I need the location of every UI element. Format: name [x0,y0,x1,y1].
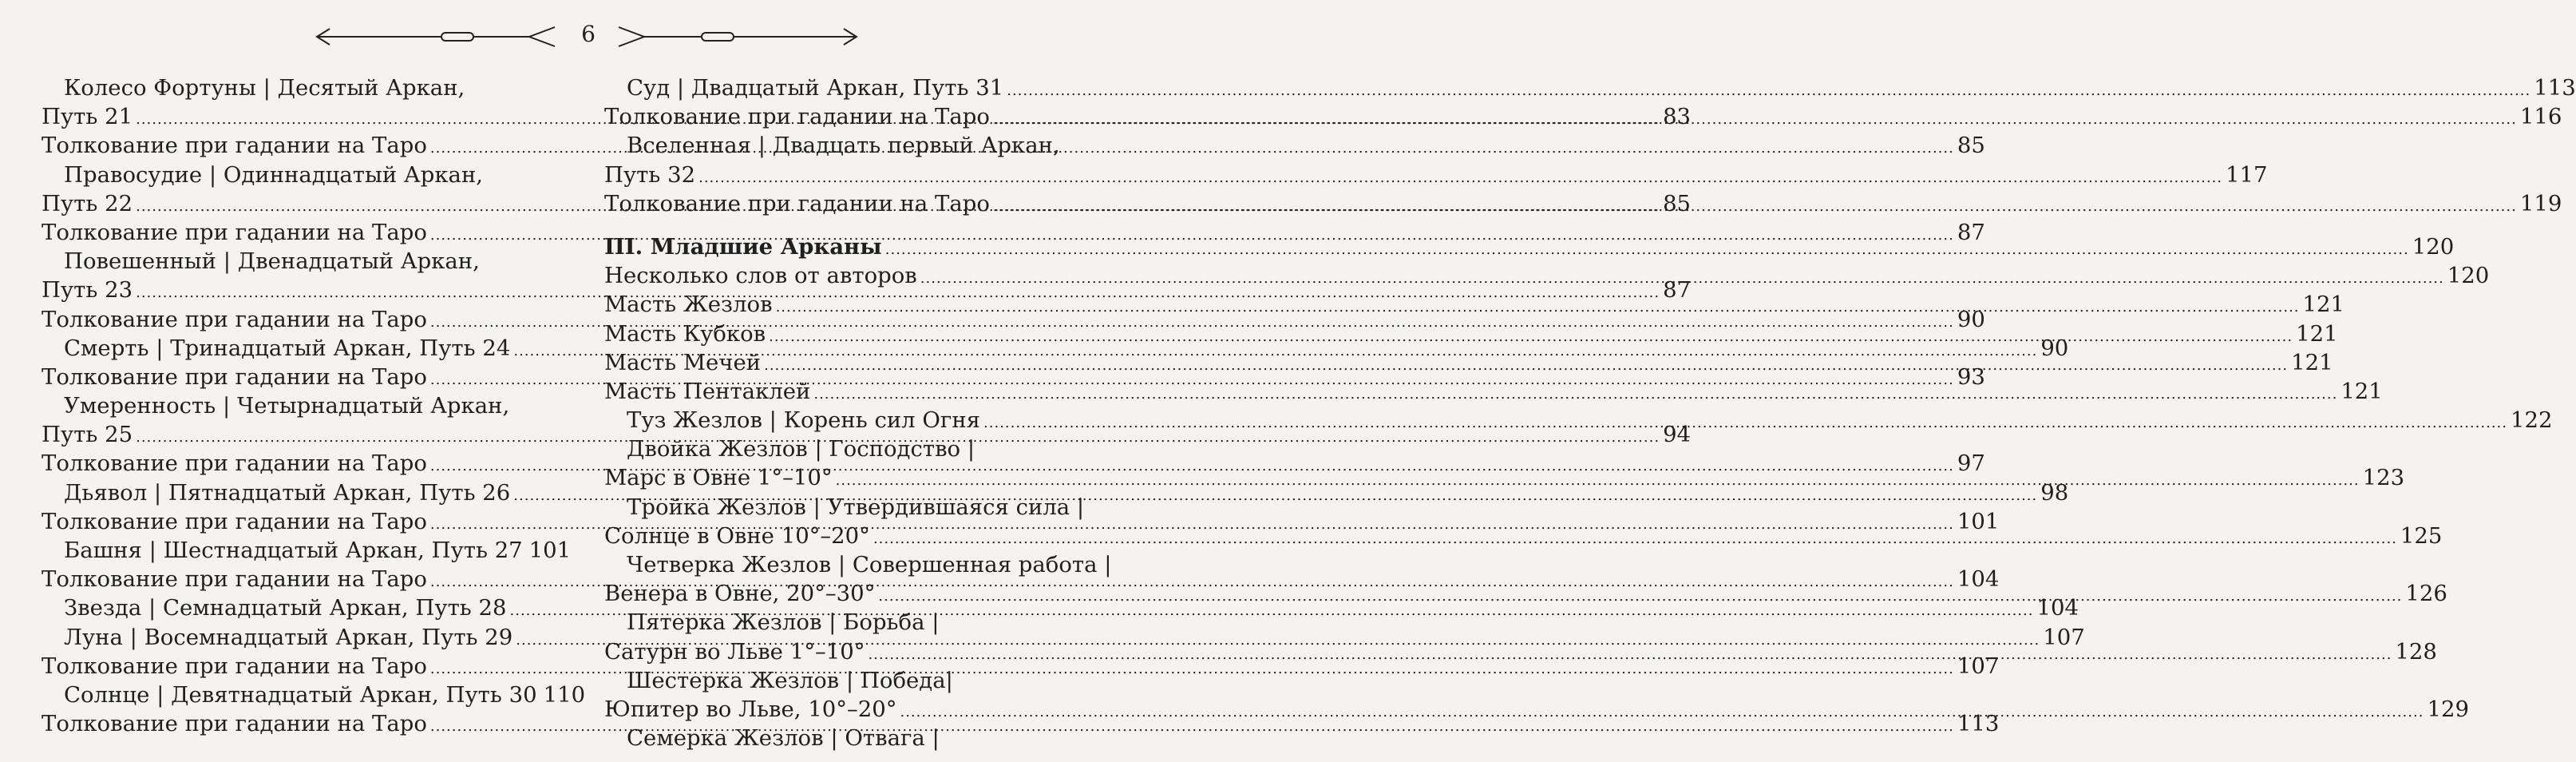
toc-entry-heading [42,248,563,277]
toc-page-number: 83 [1663,104,1692,130]
toc-entry-title: Смерть | Тринадцатый Аркан, Путь 24 [64,335,511,361]
toc-entry-title: Дьявол | Пятнадцатый Аркан, Путь 26 [64,479,511,506]
toc-page-number: 97 [1957,450,1985,477]
toc-entry-heading [604,552,1130,581]
toc-entry-title: Путь 21 [42,104,133,130]
toc-page-number: 104 [1957,566,2000,593]
toc-entry-title: Сатурн во Льве 1°–10° [604,638,865,665]
toc-entry [604,233,2455,263]
toc-entry-title: Толкование при гадании на Таро [42,711,427,737]
toc-entry-title: Масть Жезлов [604,292,773,318]
dot-leader [769,328,2293,345]
toc-page-number: 125 [2400,522,2443,549]
toc-page-number: 120 [2447,263,2490,289]
toc-entry-heading [604,725,1130,754]
toc-page-number: 90 [2040,335,2069,361]
toc-entry-heading [604,133,1130,161]
toc-entry-title: III. Младшие Арканы [604,233,882,260]
toc-entry-heading [604,494,1130,523]
toc-entry-title: Толкование при гадании на Таро [42,219,427,245]
dot-leader [983,415,2507,431]
toc-page-number: 116 [2519,104,2562,130]
toc-entry-title: Толкование при гадании на Таро [42,450,427,477]
toc-page-number: 90 [1957,306,1985,332]
dot-leader [885,241,2409,258]
toc-entry-title: Повешенный | Двенадцатый Аркан, [64,248,480,275]
toc-entry-heading [604,436,1130,465]
toc-entry-title: Путь 25 [42,422,133,448]
toc-entry-title: Марс в Овне 1°–10° [604,465,833,491]
toc-entry-title: Путь 32 [604,161,696,188]
dot-leader [1007,82,2530,99]
toc-entry-title: Толкование при гадании на Таро [42,306,427,332]
toc-entry-heading [42,393,563,422]
toc-entry-title: Толкование при гадании на Таро [42,566,427,593]
toc-page-number: 121 [2302,292,2345,318]
toc-page-number: 101 [1957,508,2000,534]
toc-entry-title: Толкование при гадании на Таро [42,133,427,159]
toc-page-number: 128 [2395,638,2437,665]
dot-leader [836,472,2360,489]
toc-entry [604,161,2268,191]
toc-page-number: 87 [1957,219,1985,245]
toc-entry-title: Путь 23 [42,277,133,304]
toc-entry-title: Солнце в Овне 10°–20° [604,522,870,549]
toc-page-number: 94 [1663,422,1692,448]
toc-entry-title: Масть Кубков [604,320,766,347]
dot-leader [764,357,2288,374]
toc-page-number: 101 [528,538,572,563]
toc-entry-title: Башня | Шестнадцатый Аркан, Путь 27 [64,538,523,563]
dot-leader [878,588,2402,605]
toc-entry-heading [604,609,1130,638]
toc-entry-title: Путь 22 [42,190,133,216]
toc-page-number: 113 [2534,75,2576,101]
toc-page-number: 87 [1663,277,1692,304]
toc-entry-title: Толкование при гадании на Таро [604,104,990,130]
toc-page-number: 85 [1957,133,1985,159]
dot-leader [868,646,2392,663]
toc-entry-title: Двойка Жезлов | Господство | [627,436,975,462]
toc-page-number: 107 [2043,624,2085,650]
toc-page-number: 121 [2296,320,2338,347]
toc-entry-title: Масть Пентаклей [604,378,811,404]
toc-entry [604,522,2443,552]
dot-leader [993,198,2517,215]
toc-entry-title: Семерка Жезлов | Отвага | [627,725,940,752]
toc-entry-heading [604,668,1130,697]
toc-entry-heading [42,75,563,104]
toc-page-number: 110 [543,681,586,708]
toc-entry-title: Колесо Фортуны | Десятый Аркан, [64,75,465,101]
toc-entry-title: Юпитер во Льве, 10°–20° [604,696,897,722]
toc-entry-title: Шестерка Жезлов | Победа| [627,667,953,693]
toc-entry-title: Умеренность | Четырнадцатый Аркан, [64,393,510,419]
toc-entry-heading [42,162,563,191]
dot-leader [698,169,2222,186]
toc-entry-title: Правосудие | Одиннадцатый Аркан, [64,161,484,188]
toc-entry-title: Толкование при гадании на Таро [604,190,990,216]
dot-leader [993,111,2517,128]
toc-entry-title: Несколько слов от авторов [604,263,917,289]
toc-entry-title: Туз Жезлов | Корень сил Огня [627,407,981,434]
dot-leader [920,270,2444,287]
toc-entry [604,75,2576,104]
toc-entry-title: Звезда | Семнадцатый Аркан, Путь 28 [64,595,507,621]
page-number: 6 [581,21,596,47]
toc-entry-title: Солнце | Девятнадцатый Аркан, Путь 30 [64,681,537,708]
toc-page-number: 126 [2405,581,2447,607]
toc-entry-title: Тройка Жезлов | Утвердившаяся сила | [627,494,1085,520]
dot-leader [813,386,2337,403]
toc-entry-title: Четверка Жезлов | Совершенная работа | [627,552,1112,577]
dot-leader [776,299,2300,316]
toc-page-number: 107 [1957,653,2000,679]
toc-page-number: 85 [1663,190,1692,216]
toc-page-number: 121 [2341,378,2383,404]
toc-page-number: 123 [2362,465,2405,491]
toc-entry-title: Суд | Двадцатый Аркан, Путь 31 [627,75,1004,101]
toc-entry-title: Луна | Восемнадцатый Аркан, Путь 29 [64,624,513,650]
toc-entry-title: Пятерка Жезлов | Борьба | [627,609,940,636]
toc-entry-title: Вселенная | Двадцать первый Аркан, [627,133,1060,159]
toc-page-number: 121 [2291,349,2333,375]
toc-page-number: 129 [2427,696,2469,722]
toc-entry-title: Толкование при гадании на Таро [42,363,427,390]
toc-entry-title: Толкование при гадании на Таро [42,653,427,679]
toc-page-number: 119 [2519,190,2562,216]
toc-entry-title: Масть Мечей [604,349,762,375]
toc-entry [604,378,2383,407]
toc-entry [42,538,572,566]
toc-page-number: 104 [2036,595,2079,621]
dot-leader [873,530,2397,547]
toc-page-number: 120 [2412,233,2455,260]
toc-page-number: 117 [2226,161,2268,188]
toc-entry-title: Венера в Овне, 20°–30° [604,581,876,607]
toc-entry-title: Толкование при гадании на Таро [42,508,427,534]
toc-page-number: 113 [1957,711,2000,737]
dot-leader [900,704,2424,720]
toc-page-number: 93 [1957,363,1985,390]
toc-page-number: 98 [2040,479,2069,506]
toc-page-number: 122 [2511,407,2553,434]
toc-entry [42,681,586,711]
